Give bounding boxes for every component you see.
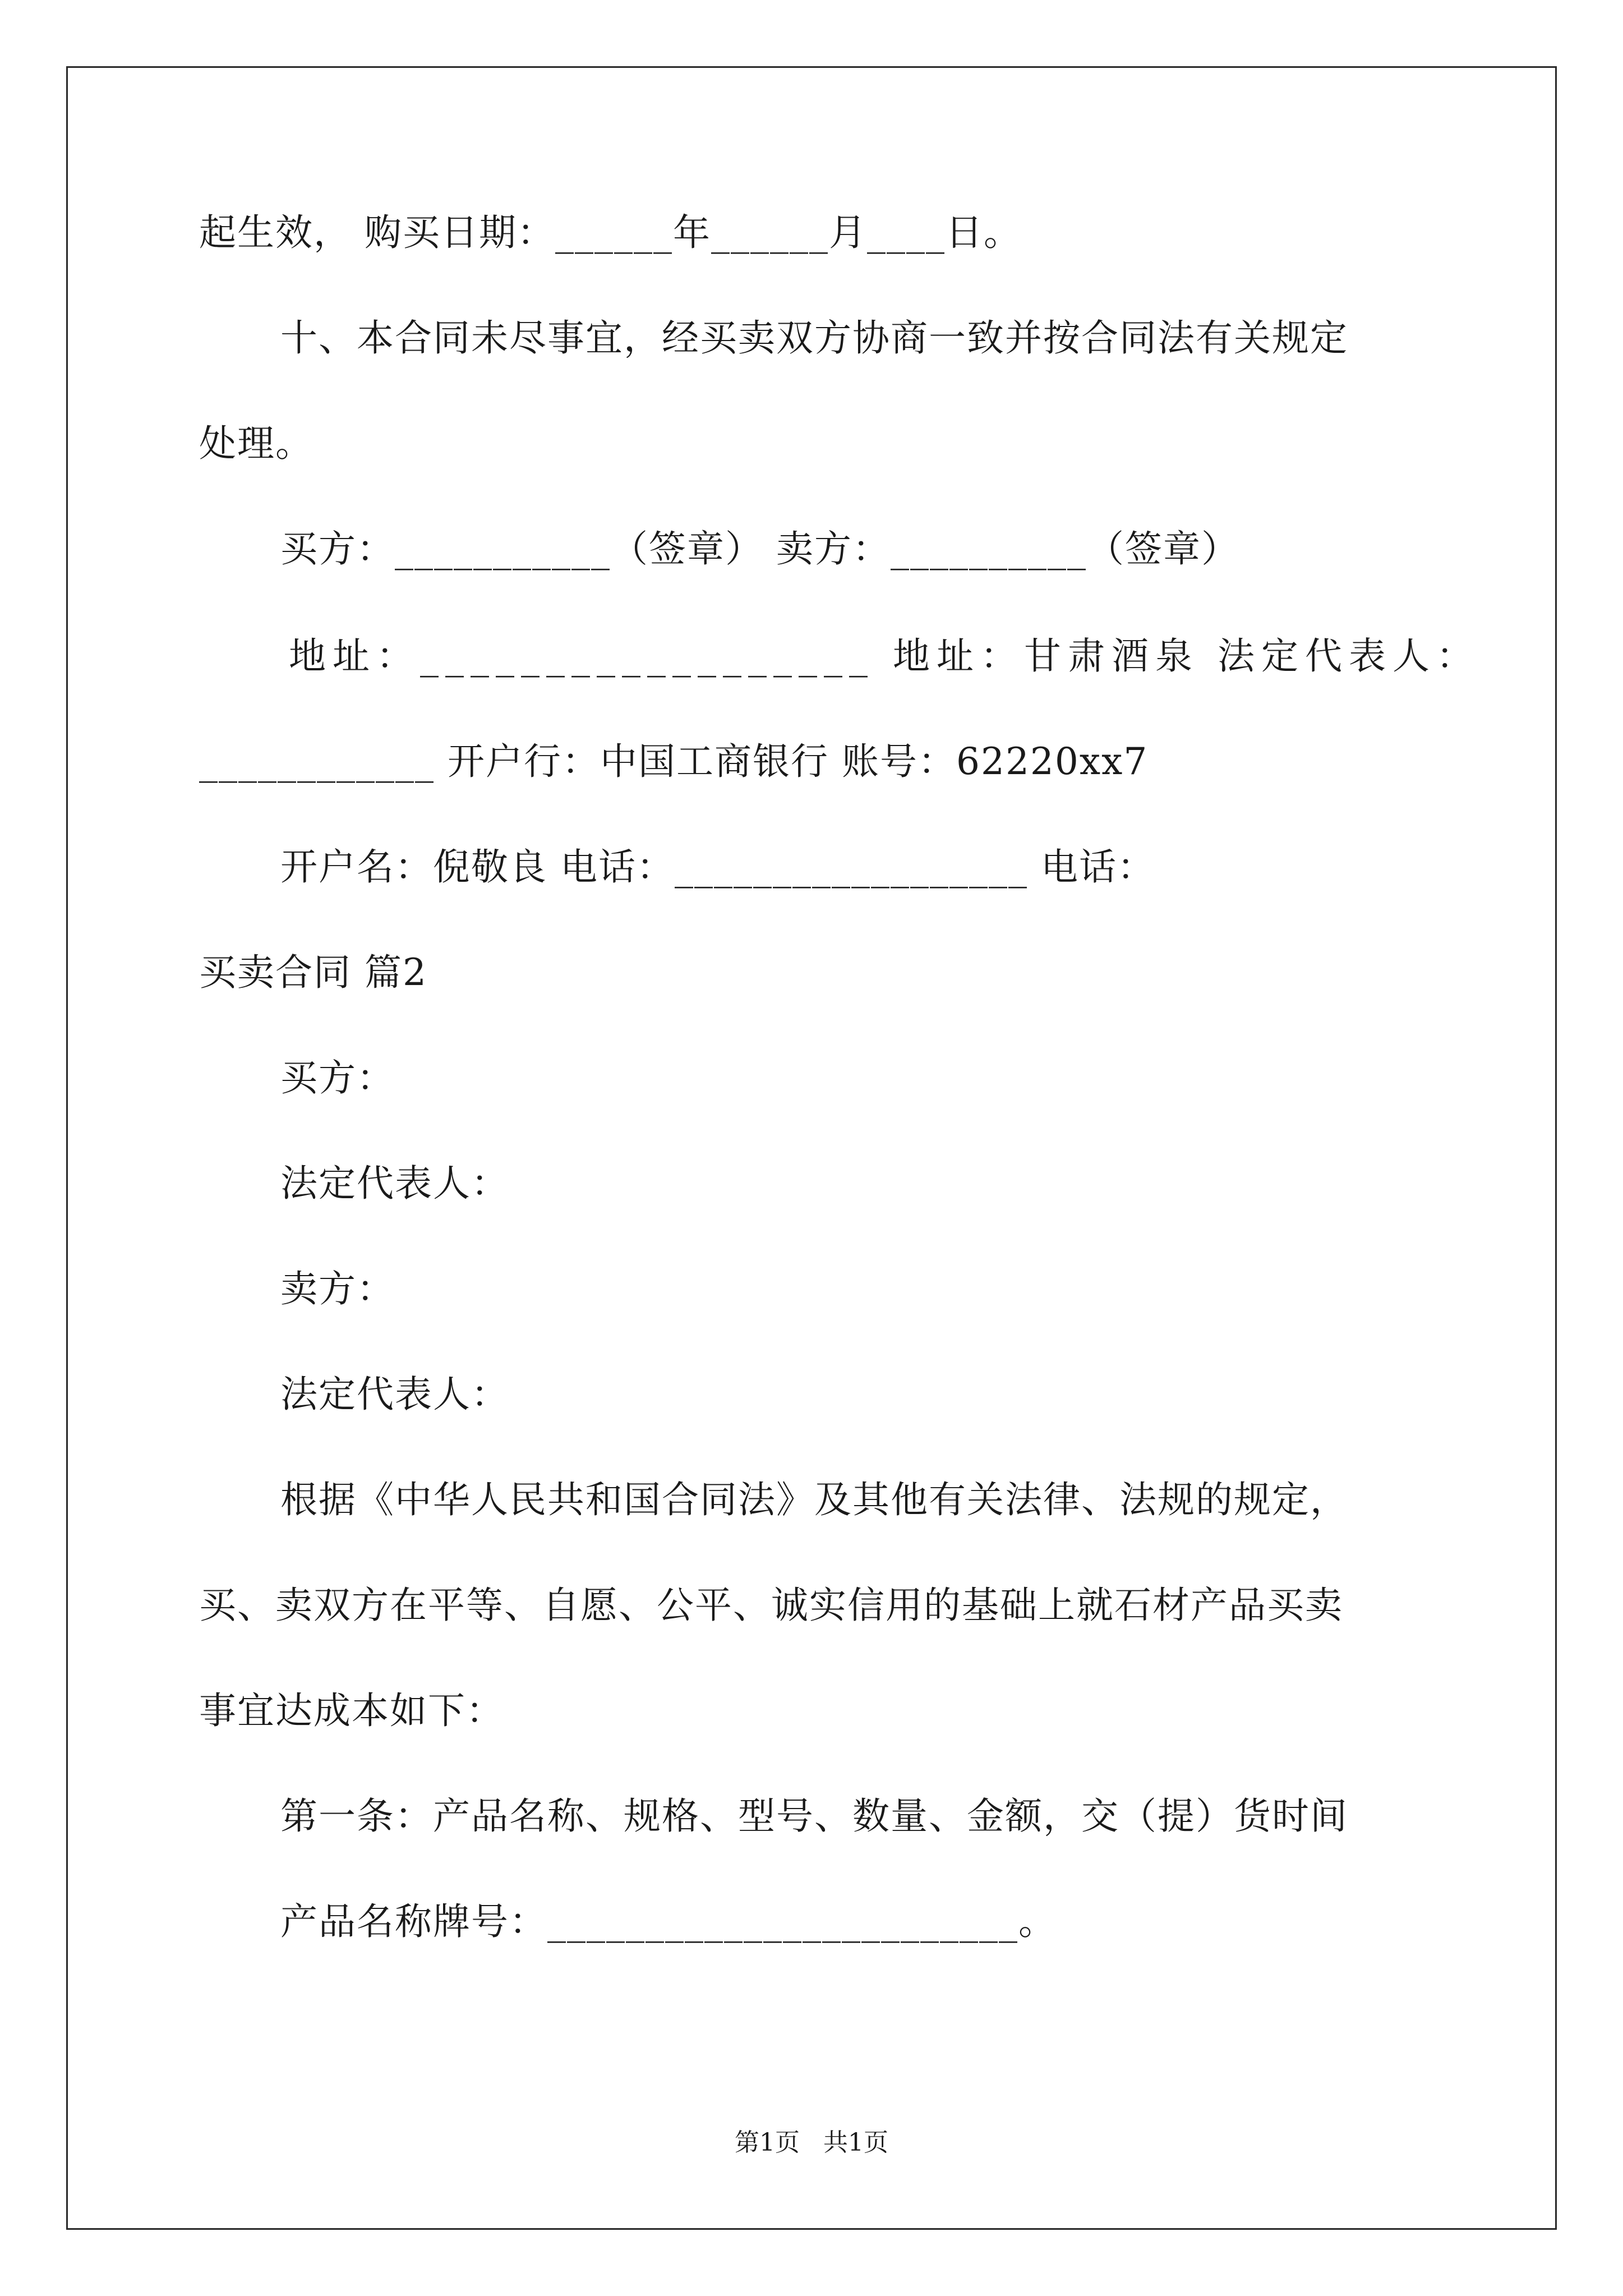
text-line-seller-rep: 法定代表人： <box>280 1373 509 1416</box>
text-line-account-name: 开户名：倪敬良 电话：__________________ 电话： <box>280 845 1155 889</box>
text-line-clause-ten-cont: 处理。 <box>199 422 313 465</box>
page-footer: 第1页 共1页 <box>735 2128 888 2157</box>
section-title: 买卖合同 篇2 <box>199 951 427 994</box>
text-line-clause-ten: 十、本合同未尽事宜，经买卖双方协商一致并按合同法有关规定 <box>280 316 1348 360</box>
text-line-bank: ____________ 开户行：中国工商银行 账号：62220xx7 <box>199 740 1149 783</box>
text-line-preamble-cont: 买、卖双方在平等、自愿、公平、诚实信用的基础上就石材产品买卖 <box>199 1584 1343 1627</box>
text-line-product-name: 产品名称牌号：________________________。 <box>280 1900 1057 1943</box>
text-line-buyer-seller-sign: 买方：___________（签章） 卖方：__________（签章） <box>280 527 1239 570</box>
text-line-purchase-date: 起生效， 购买日期：______年______月____日。 <box>199 211 1022 254</box>
text-line-preamble: 根据《中华人民共和国合同法》及其他有关法律、法规的规定， <box>280 1478 1348 1521</box>
text-line-buyer-rep: 法定代表人： <box>280 1162 509 1205</box>
text-line-preamble-end: 事宜达成本如下： <box>199 1689 504 1732</box>
text-line-buyer: 买方： <box>280 1056 395 1099</box>
text-line-seller: 卖方： <box>280 1267 395 1310</box>
text-line-address: 地址：__________________ 地址：甘肃酒泉 法定代表人： <box>289 634 1480 678</box>
text-line-article-one: 第一条：产品名称、规格、型号、数量、金额，交（提）货时间 <box>280 1795 1348 1838</box>
